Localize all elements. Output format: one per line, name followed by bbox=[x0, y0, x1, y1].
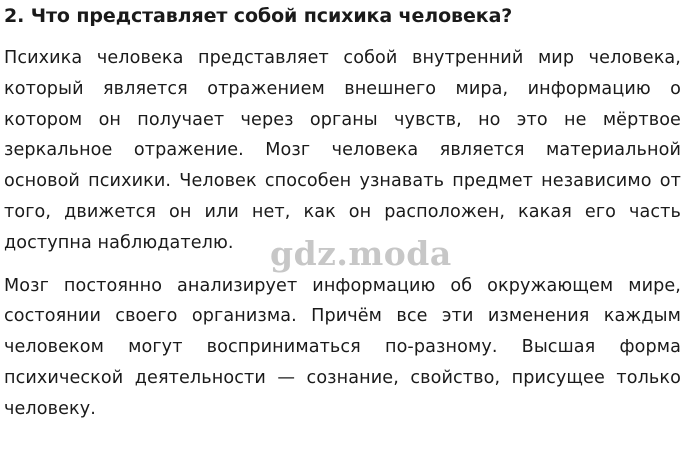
watermark: gdz.moda bbox=[270, 234, 452, 273]
answer-paragraph-2: Мозг постоянно анализирует информацию об окружающем мире, состоянии своего организма. Причём все эти изменения каждым человеком могут восприниматься по-разному. Высшая форма психической деятельности — сознание, свойство, присущее только человеку. bbox=[4, 275, 681, 419]
answer-paragraph-1: Психика человека представляет собой внутренний мир человека, который является отражением внешнего мира, информацию о котором он получает через органы чувств, но это не мёртвое зеркальное отражение. Мозг человека является материальной основой психики. Человек способен узнавать предмет независимо от того, движется он или нет, как он расположен, какая его часть доступна наблюдателю. bbox=[4, 48, 681, 253]
question-heading: 2. Что представляет собой психика человека? bbox=[4, 5, 513, 27]
